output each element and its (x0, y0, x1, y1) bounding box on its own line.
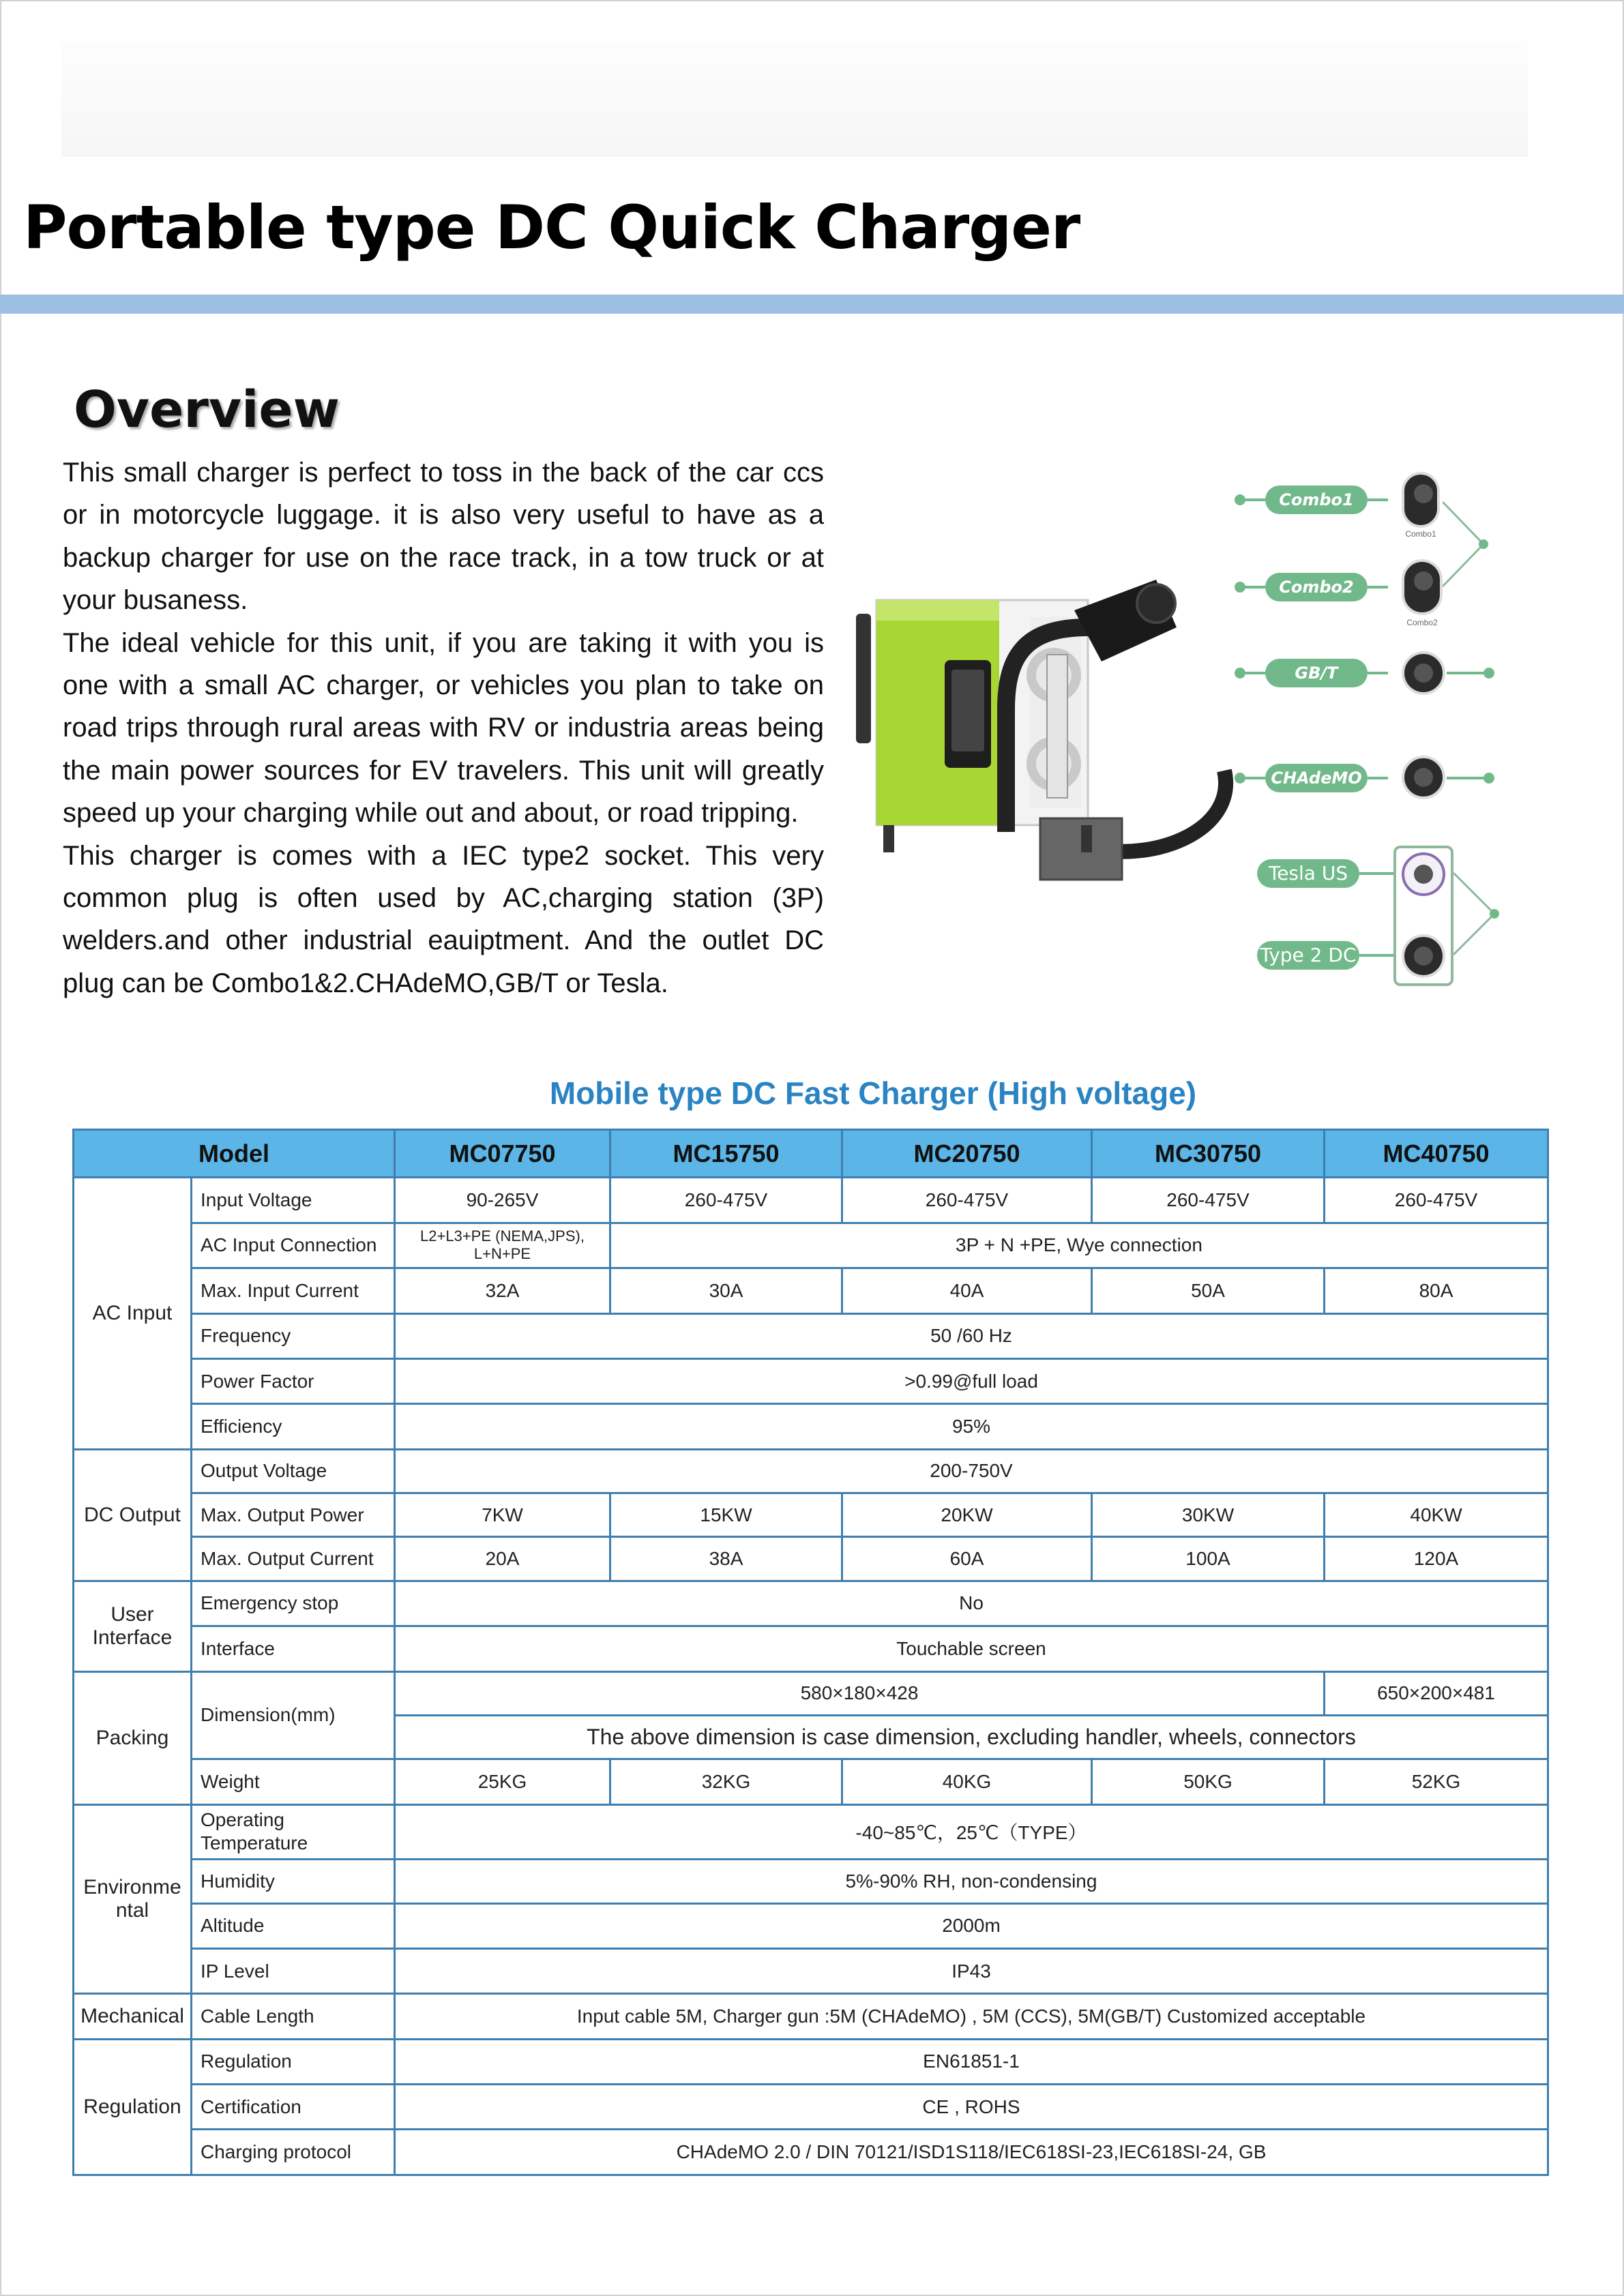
table-cell: 260-475V (610, 1178, 842, 1223)
combo1-plug-icon (1402, 472, 1440, 528)
param-label: Emergency stop (192, 1581, 395, 1626)
table-cell: 20A (395, 1537, 610, 1581)
combo2-plug-icon (1402, 559, 1443, 615)
table-cell: 95% (395, 1404, 1548, 1449)
combo-bracket-lines (1443, 491, 1497, 600)
param-label: Regulation (192, 2039, 395, 2084)
table-row (74, 2130, 1548, 2175)
overview-heading: Overview (74, 381, 340, 439)
param-label: Cable Length (192, 1994, 395, 2039)
overview-paragraph: This charger is comes with a IEC type2 socket. This very common plug is often used by AC,charging station (3P) welders.and other industrial eauiptment. And the outlet DC plug can be Combo1&2.CHAdeMO,GB/T or Tesla. (63, 840, 824, 998)
table-cell: 50A (1092, 1268, 1325, 1313)
overview-paragraph: The ideal vehicle for this unit, if you are taking it with you is one with a small AC charger, or vehicles you plan to take on road trips through rural areas with RV or industria areas being the main power sources for EV travelers. This unit will greatly speed up your charging while out and about, or road tripping. (63, 627, 824, 829)
table-cell: 260-475V (842, 1178, 1092, 1223)
param-label: Max. Output Power (192, 1493, 395, 1537)
category-environmental: Environme ntal (74, 1804, 192, 1994)
connector-line (1368, 498, 1388, 501)
param-label: Frequency (192, 1313, 395, 1358)
param-label: Max. Output Current (192, 1537, 395, 1581)
table-row (74, 1493, 1548, 1537)
connector-dot (1235, 773, 1245, 784)
table-cell: 40KW (1325, 1493, 1548, 1537)
connector-label-gbt: GB/T (1265, 659, 1368, 687)
table-cell: 40A (842, 1268, 1092, 1313)
table-cell: 80A (1325, 1268, 1548, 1313)
title-divider (0, 295, 1624, 314)
table-title: Mobile type DC Fast Charger (High voltage) (549, 1075, 1197, 1111)
table-cell: 50 /60 Hz (395, 1313, 1548, 1358)
table-cell: CE , ROHS (395, 2085, 1548, 2130)
connector-dot (1235, 668, 1245, 679)
table-cell: 15KW (610, 1493, 842, 1537)
param-label: IP Level (192, 1948, 395, 1993)
param-label: Dimension(mm) (192, 1671, 395, 1759)
category-dc-output: DC Output (74, 1449, 192, 1581)
table-cell: 32KG (610, 1759, 842, 1804)
connector-label-tesla-us: Tesla US (1257, 859, 1359, 888)
table-row (74, 1581, 1548, 1626)
table-cell: 20KW (842, 1493, 1092, 1537)
connector-label-type2-dc: Type 2 DC (1257, 941, 1359, 970)
table-row (74, 1358, 1548, 1403)
table-row (74, 1948, 1548, 1993)
table-cell: The above dimension is case dimension, excluding handler, wheels, connectors (395, 1715, 1548, 1759)
param-label: Altitude (192, 1903, 395, 1948)
overview-body (63, 451, 824, 1004)
param-label: Weight (192, 1759, 395, 1804)
category-regulation: Regulation (74, 2039, 192, 2175)
param-label: Operating Temperature (192, 1804, 395, 1859)
connector-dot (1235, 494, 1245, 505)
table-row (74, 1626, 1548, 1671)
param-label: AC Input Connection (192, 1223, 395, 1268)
overview-paragraph: This small charger is perfect to toss in the back of the car ccs or in motorcycle luggage. it is also very useful to have as a backup charger for use on the race track, in a tow truck or at your busaness. (63, 458, 824, 616)
table-row (74, 1994, 1548, 2039)
table-row (74, 1671, 1548, 1715)
param-label: Humidity (192, 1860, 395, 1903)
table-cell: 38A (610, 1537, 842, 1581)
table-row (74, 2085, 1548, 2130)
table-cell: 32A (395, 1268, 610, 1313)
table-cell: 580×180×428 (395, 1671, 1325, 1715)
param-label: Power Factor (192, 1358, 395, 1403)
tesla-bracket-lines (1453, 859, 1508, 975)
connector-line (1245, 586, 1265, 588)
table-cell: IP43 (395, 1948, 1548, 1993)
table-row (74, 1537, 1548, 1581)
combo1-caption: Combo1 (1405, 529, 1436, 539)
table-cell: 260-475V (1092, 1178, 1325, 1223)
table-cell: >0.99@full load (395, 1358, 1548, 1403)
table-cell: 7KW (395, 1493, 610, 1537)
table-cell: 2000m (395, 1903, 1548, 1948)
table-cell: 100A (1092, 1537, 1325, 1581)
param-label: Certification (192, 2085, 395, 2130)
table-row (74, 1404, 1548, 1449)
table-cell: 50KG (1092, 1759, 1325, 1804)
table-row (74, 1268, 1548, 1313)
charger-device-image (856, 546, 1238, 941)
table-row (74, 1178, 1548, 1223)
connector-label-chademo: CHAdeMO (1265, 764, 1368, 792)
table-header-row (74, 1130, 1548, 1178)
param-label: Efficiency (192, 1404, 395, 1449)
connector-line (1447, 672, 1488, 674)
category-user-interface: User Interface (74, 1581, 192, 1671)
header-model-mc07750: MC07750 (395, 1130, 610, 1178)
header-band (61, 41, 1528, 157)
table-cell: L2+L3+PE (NEMA,JPS), L+N+PE (395, 1223, 610, 1268)
table-row (74, 1759, 1548, 1804)
category-mechanical: Mechanical (74, 1994, 192, 2039)
header-model-mc20750: MC20750 (842, 1130, 1092, 1178)
table-row (74, 2039, 1548, 2084)
connector-line (1245, 777, 1265, 779)
table-cell: 200-750V (395, 1449, 1548, 1493)
connector-line (1245, 498, 1265, 501)
table-cell: 90-265V (395, 1178, 610, 1223)
table-row (74, 1449, 1548, 1493)
product-figure (856, 464, 1599, 996)
table-row (74, 1804, 1548, 1859)
param-label: Charging protocol (192, 2130, 395, 2175)
connector-dot (1483, 773, 1494, 784)
table-cell: -40~85℃，25℃（TYPE） (395, 1804, 1548, 1859)
header-model-mc30750: MC30750 (1092, 1130, 1325, 1178)
table-cell: 5%-90% RH, non-condensing (395, 1860, 1548, 1903)
header-model-mc40750: MC40750 (1325, 1130, 1548, 1178)
type2-dc-plug-icon (1402, 934, 1445, 978)
page-title: Portable type DC Quick Charger (23, 192, 1080, 263)
table-cell: 120A (1325, 1537, 1548, 1581)
table-cell: Touchable screen (395, 1626, 1548, 1671)
tesla-us-plug-icon (1402, 852, 1445, 896)
table-cell: 25KG (395, 1759, 610, 1804)
table-cell: EN61851-1 (395, 2039, 1548, 2084)
header-model: Model (74, 1130, 395, 1178)
category-ac-input: AC Input (74, 1178, 192, 1449)
table-row (74, 1903, 1548, 1948)
connector-line (1359, 872, 1393, 875)
connector-dot (1483, 668, 1494, 679)
combo2-caption: Combo2 (1406, 618, 1438, 627)
table-row (74, 1860, 1548, 1903)
chademo-plug-icon (1402, 756, 1445, 799)
connector-line (1245, 672, 1265, 674)
param-label: Input Voltage (192, 1178, 395, 1223)
connector-line (1368, 586, 1388, 588)
connector-label-combo2: Combo2 (1265, 573, 1368, 601)
table-row (74, 1313, 1548, 1358)
param-label: Output Voltage (192, 1449, 395, 1493)
category-packing: Packing (74, 1671, 192, 1804)
connector-line (1368, 672, 1388, 674)
spec-table (72, 1129, 1549, 2176)
connector-line (1368, 777, 1388, 779)
table-cell: 3P + N +PE, Wye connection (610, 1223, 1548, 1268)
connector-line (1447, 777, 1488, 779)
table-cell: 52KG (1325, 1759, 1548, 1804)
gbt-plug-icon (1402, 651, 1445, 695)
header-model-mc15750: MC15750 (610, 1130, 842, 1178)
table-cell: 260-475V (1325, 1178, 1548, 1223)
table-cell: 30KW (1092, 1493, 1325, 1537)
table-cell: No (395, 1581, 1548, 1626)
table-cell: CHAdeMO 2.0 / DIN 70121/ISD1S118/IEC618SI-23,IEC618SI-24, GB (395, 2130, 1548, 2175)
table-cell: 40KG (842, 1759, 1092, 1804)
table-cell: 30A (610, 1268, 842, 1313)
param-label: Max. Input Current (192, 1268, 395, 1313)
table-row (74, 1223, 1548, 1268)
table-cell: Input cable 5M, Charger gun :5M (CHAdeMO) , 5M (CCS), 5M(GB/T) Customized acceptable (395, 1994, 1548, 2039)
connector-dot (1235, 582, 1245, 593)
connector-label-combo1: Combo1 (1265, 486, 1368, 514)
table-cell: 650×200×481 (1325, 1671, 1548, 1715)
table-cell: 60A (842, 1537, 1092, 1581)
connector-line (1359, 954, 1393, 957)
param-label: Interface (192, 1626, 395, 1671)
